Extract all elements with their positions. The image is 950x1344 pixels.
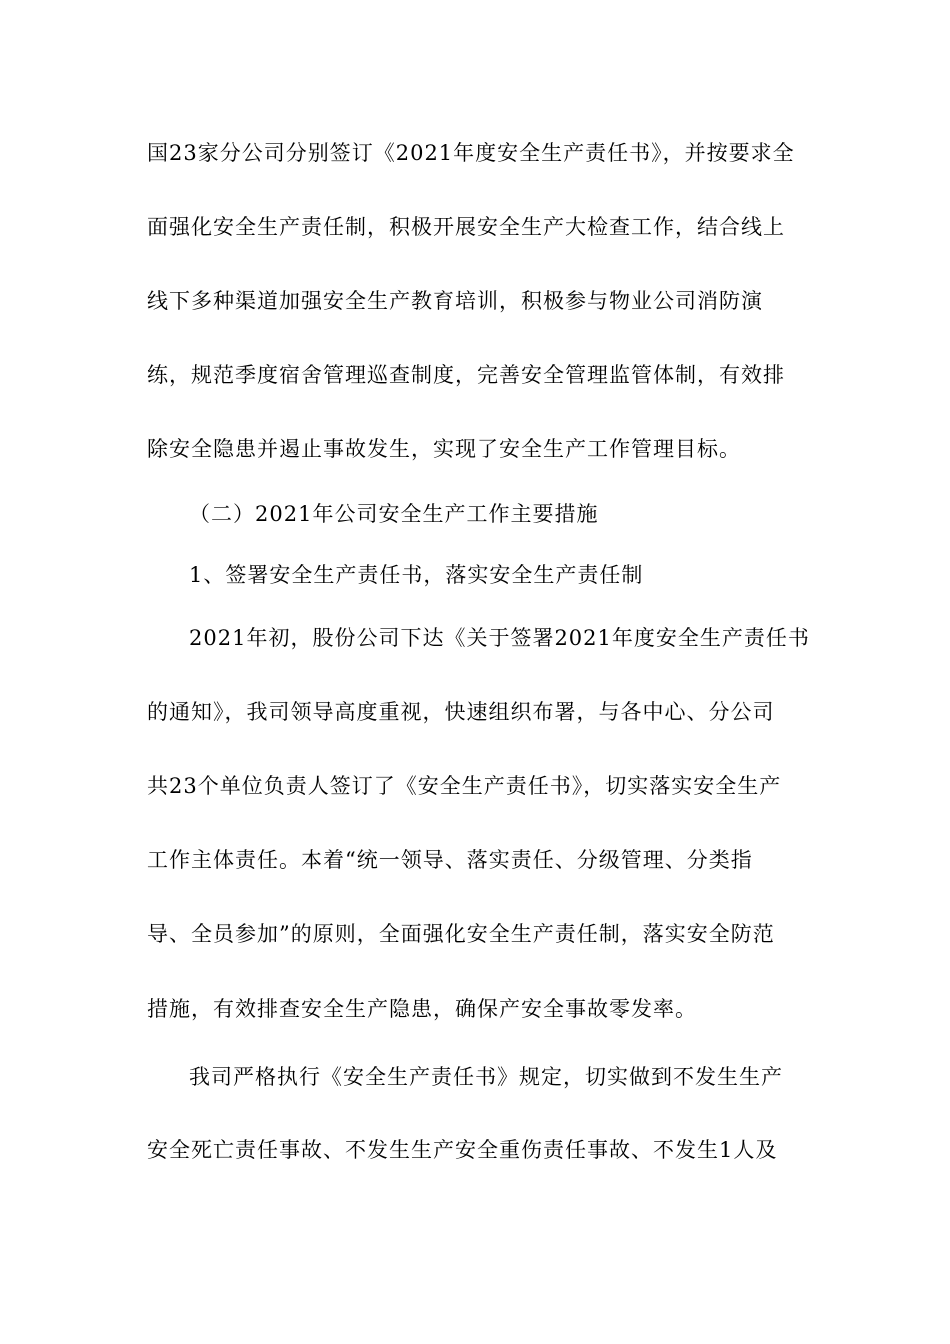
paragraph-line-13: 安全死亡责任事故、不发生生产安全重伤责任事故、不发生1人及 [147,1138,778,1162]
paragraph-line-7: 的通知》，我司领导高度重视，快速组织布署，与各中心、分公司 [147,700,775,724]
paragraph-line-9: 工作主体责任。本着“统一领导、落实责任、分级管理、分类指 [147,848,753,872]
paragraph-line-10: 导、全员参加”的原则，全面强化安全生产责任制，落实安全防范 [147,922,775,946]
paragraph-line-4: 练，规范季度宿舍管理巡查制度，完善安全管理监管体制，有效排 [147,363,785,387]
paragraph-line-5: 除安全隐患并遏止事故发生，实现了安全生产工作管理目标。 [147,437,741,461]
paragraph-line-11: 措施，有效排查安全生产隐患，确保产安全事故零发率。 [147,997,697,1021]
section-heading: （二）2021年公司安全生产工作主要措施 [189,502,599,526]
paragraph-line-6: 2021年初，股份公司下达《关于签署2021年度安全生产责任书 [189,626,810,650]
paragraph-line-1: 国23家分公司分别签订《2021年度安全生产责任书》，并按要求全 [147,141,795,165]
subsection-heading: 1、签署安全生产责任书，落实安全生产责任制 [189,563,644,587]
paragraph-line-3: 线下多种渠道加强安全生产教育培训，积极参与物业公司消防演 [147,289,763,313]
paragraph-line-12: 我司严格执行《安全生产责任书》规定，切实做到不发生生产 [189,1065,783,1089]
paragraph-line-2: 面强化安全生产责任制，积极开展安全生产大检查工作，结合线上 [147,215,785,239]
paragraph-line-8: 共23个单位负责人签订了《安全生产责任书》，切实落实安全生产 [147,774,782,798]
